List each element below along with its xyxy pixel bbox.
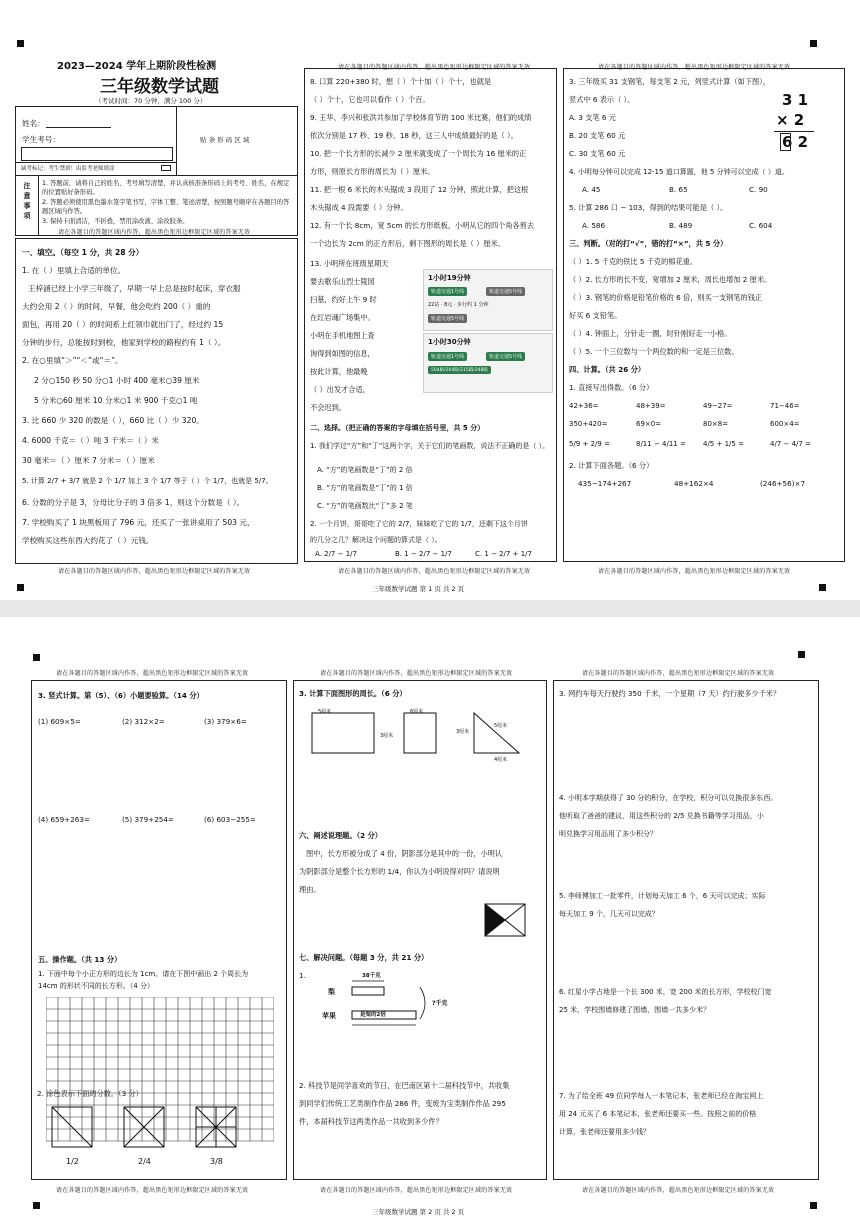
choice-q1-opt-a: A. “方”的笔画数是“丁”的 2 倍 — [317, 466, 413, 474]
fill-blank-section — [15, 238, 298, 564]
problem-2-line: 2. 科技节是同学喜欢的节日，在巴南区第十二届科技节中，共收集 — [299, 1081, 510, 1090]
name-field[interactable] — [46, 127, 111, 128]
q13-line: 不会迟到。 — [310, 403, 346, 412]
choice-q2-opt-c: C. 1 − 2/7 + 1/7 — [475, 550, 532, 558]
dim-label: 6厘米 — [410, 709, 424, 715]
route-badge: 轨道交通1号线 — [428, 352, 467, 361]
diagram-label: 梨 — [328, 988, 335, 996]
absent-checkbox[interactable] — [161, 165, 171, 171]
judge-2: （ ）2. 长方形的长不变，宽增加 2 厘米，周长也增加 2 厘米。 — [569, 275, 772, 284]
route-time-1: 1小时19分钟 — [428, 274, 471, 282]
judge-3-cont: 好买 6 支铅笔。 — [569, 311, 622, 320]
oral-frac: 4/7 − 4/7 = — [770, 440, 811, 448]
registration-mark — [17, 40, 24, 47]
question-column-2 — [304, 68, 557, 562]
oral-calc: 350+420= — [569, 420, 608, 428]
choice-q2-opt-b: B. 1 − 2/7 − 1/7 — [395, 550, 452, 558]
notice-bottom: 请在各题目的答题区域内作答，超出黑色矩形边框限定区域的答案无效 — [582, 1187, 775, 1194]
bus-badge: 504路/204路/215路/248路 — [428, 366, 491, 374]
q10-line: 方形，则原长方形的周长为（ ）厘米。 — [310, 167, 435, 176]
choice-q2: 2. 一个月饼，哥哥吃了它的 2/7，妹妹吃了它的 1/7，还剩下这个月饼 — [310, 520, 528, 528]
exam-page-2 — [0, 617, 860, 1217]
bar-diagram — [324, 973, 484, 1033]
page-footer: 三年级数学试题 第 1 页 共 2 页 — [372, 585, 465, 593]
q13-line: 按此计算，他最晚 — [310, 367, 368, 376]
choice-q2-opt-a: A. 2/7 − 1/7 — [315, 550, 357, 558]
note-2: 2. 答题必须使用黑色墨水签字笔书写，字体工整、笔迹清楚，按照题号顺序在各题目的答题区域内作答。 — [42, 199, 290, 215]
problem-4-line: 4. 小明本学期获得了 30 分的积分，在学校，积分可以兑换很多东西。 — [559, 794, 778, 802]
note-1: 1. 答题前，请将自己的姓名、考号填写清楚，并认真核准条形码上的考号、姓名，在规定的位置贴好条形码。 — [42, 180, 290, 196]
q7-line: 学校购买这些东西大约花了（ ）元钱。 — [22, 536, 154, 545]
q1-line: 面包，再用 20（ ）的时间系上红领巾就出门了，经过约 15 — [22, 320, 224, 329]
dim-label: 4厘米 — [494, 757, 508, 763]
map-route-card-2 — [423, 333, 553, 393]
q3-line: 竖式中 6 表示（ ）。 — [569, 95, 635, 104]
note-3: 3. 保持卡面清洁，不折叠，禁用涂改液、涂改胶条。 — [42, 218, 189, 225]
q4-row: 30 毫米＝（ ）厘米 7 分米＝（ ）厘米 — [22, 456, 155, 465]
problem-5-line: 5. 李师傅加工一批零件，计划每天加工 6 个，6 天可以完成；实际 — [559, 892, 766, 900]
choice-q1-opt-c: C. “方”的笔画数比“丁”多 2 笔 — [317, 502, 413, 510]
notice-top: 请在各题目的答题区域内作答，超出黑色矩形边框限定区域的答案无效 — [582, 670, 775, 677]
map-route-card-1 — [423, 269, 553, 331]
diagram-label: 是梨的2倍 — [360, 1012, 386, 1018]
page-footer: 三年级数学试题 第 2 页 共 2 页 — [372, 1208, 465, 1216]
q2-stem: 2. 在○里填“＞”“＜”或“＝”。 — [22, 356, 123, 365]
page-gap — [0, 600, 860, 617]
calc-item: (4) 659+263= — [38, 815, 90, 824]
shaded-rectangle — [484, 903, 526, 937]
calc-item: (3) 379×6= — [204, 717, 247, 726]
reason-line: 理由。 — [299, 885, 321, 894]
notice-bottom: 请在各题目的答题区域内作答，超出黑色矩形边框限定区域的答案无效 — [320, 1187, 513, 1194]
fraction-label: 2/4 — [138, 1157, 151, 1166]
calc-part-1: 1. 直接写出得数。（6 分） — [569, 383, 654, 392]
q8-line: （ ）个十，它也可以看作（ ）个百。 — [310, 95, 430, 104]
q13-line: 在红岩魂广场集中。 — [310, 313, 375, 322]
page2-column-3 — [553, 680, 819, 1180]
oral-calc: 80×8= — [703, 420, 729, 428]
q10-line: 10. 把一个长方形的长减少 2 厘米就变成了一个周长为 16 厘米的正 — [310, 149, 527, 158]
highlight-box — [780, 133, 791, 151]
fraction-squares[interactable] — [50, 1101, 290, 1161]
question-column-3 — [563, 68, 845, 562]
section-7-title: 七、解决问题。（每题 3 分，共 21 分） — [299, 953, 429, 962]
diagram-label: 38千克 — [362, 973, 381, 979]
oral-calc: 600×4= — [770, 420, 800, 428]
q13-line: 扫墓，约好上午 9 时 — [310, 295, 377, 304]
dim-label: 3厘米 — [456, 729, 470, 735]
calc-expr: 435−174+267 — [578, 479, 632, 488]
problem-1: 1. — [299, 971, 306, 980]
oral-calc: 71−46= — [770, 402, 800, 410]
q3-line: 3. 三年级买 31 支钢笔，每支笔 2 元，列竖式计算（如下图）， — [569, 77, 770, 86]
q2-row: 5 分米○60 厘米 10 分米○1 米 900 千克○1 吨 — [34, 396, 198, 405]
q13-line: 13. 小明所在班级星期天 — [310, 259, 389, 268]
section-2-title: 二、选择。（把正确的答案的字母填在括号里，共 5 分） — [310, 424, 485, 432]
registration-mark — [810, 1202, 817, 1209]
choice-q1-opt-b: B. “方”的笔画数是“丁”的 1 倍 — [317, 484, 413, 492]
notice-bottom: 请在各题目的答题区域内作答，超出黑色矩形边框限定区域的答案无效 — [598, 568, 791, 575]
oral-frac: 4/5 + 1/5 = — [703, 440, 744, 448]
calc-item: (2) 312×2= — [122, 717, 165, 726]
perimeter-title: 3. 计算下面图形的周长。（6 分） — [299, 689, 407, 698]
q4-line: 4. 小明每分钟可以完成 12-15 道口算题，他 5 分钟可以完成（ ）道。 — [569, 168, 789, 176]
q1-line: 大约会用 2（ ）的时间，早餐，他会吃约 200（ ）重的 — [22, 302, 211, 311]
exam-page-1 — [0, 0, 860, 600]
notes-divider — [38, 175, 39, 236]
notice-mid: 请在各题目的答题区域内作答，超出黑色矩形边框限定区域的答案无效 — [58, 229, 251, 236]
q13-line: （ ）出发才合适， — [310, 385, 370, 394]
route-info: 22站 · 8元 · 步行约 1 分钟 — [428, 302, 489, 308]
problem-2-line: 到同学们传统工艺类制作作品 286 件，变废为宝类制作作品 295 — [299, 1099, 506, 1108]
problem-4-line: 明兑换学习用品用了多少积分？ — [559, 830, 657, 838]
op1-line: 1. 下面中每个小正方形的边长为 1cm。请在下图中画出 2 个周长为 — [38, 970, 249, 978]
q3-opt-b: B. 20 支笔 60 元 — [569, 131, 626, 140]
q8-line: 8. 口算 220+380 时，想（ ）个十加（ ）个十，也就是 — [310, 77, 492, 86]
calc-part-2: 2. 计算下面各题。（6 分） — [569, 461, 654, 470]
q9-line: 9. 王华、李兴和张洪共参加了学校体育节的 100 米比赛，他们的成绩 — [310, 113, 532, 122]
judge-1: （ ）1. 5 千克的铁比 5 千克的棉花重。 — [569, 257, 698, 266]
q4-opt-b: B. 65 — [669, 185, 688, 194]
op1-line: 14cm 的形状不同的长方形。（4 分） — [38, 982, 154, 990]
notice-top: 请在各题目的答题区域内作答，超出黑色矩形边框限定区域的答案无效 — [56, 670, 249, 677]
q5-line: 5. 计算 286 口 − 103，得到的结果可能是（ ）。 — [569, 203, 728, 212]
problem-2-line: 件，本届科技节这两类作品一共收到多少件？ — [299, 1117, 443, 1126]
oral-calc: 69×0= — [636, 420, 662, 428]
vertical-calc-mid: × 2 — [776, 111, 805, 129]
q3-opt-a: A. 3 支笔 6 元 — [569, 113, 616, 122]
section-5-title: 五、操作题。（共 13 分） — [38, 955, 122, 964]
exam-info: （考试时间：70 分钟，满分 100 分） — [95, 97, 207, 105]
choice-q2-line: 的几分之几？解决这个问题的算式是（ ）。 — [310, 536, 442, 544]
notes-title: 注意事项 — [23, 182, 31, 220]
dim-label: 5厘米 — [494, 723, 508, 729]
fraction-label: 1/2 — [66, 1157, 79, 1166]
diagram-label: 苹果 — [322, 1012, 336, 1020]
registration-mark — [17, 584, 24, 591]
vertical-calc-result: 6 2 — [782, 133, 809, 151]
route-time-2: 1小时30分钟 — [428, 338, 471, 346]
registration-mark — [33, 654, 40, 661]
info-panel — [15, 106, 298, 236]
notice-bottom: 请在各题目的答题区域内作答，超出黑色矩形边框限定区域的答案无效 — [56, 1187, 249, 1194]
q1-line: 分钟的步行，总能按时到校，他家到学校的路程约有 1（ ）。 — [22, 338, 226, 347]
problem-6-line: 6. 红星小学占地是一个长 300 米，宽 200 米的长方形，学校校门宽 — [559, 988, 772, 996]
route-badge: 轨道交通5号线 — [428, 314, 467, 323]
oral-calc: 49−27= — [703, 402, 733, 410]
registration-mark — [819, 584, 826, 591]
notice-bottom: 请在各题目的答题区域内作答，超出黑色矩形边框限定区域的答案无效 — [58, 568, 251, 575]
oral-frac: 8/11 − 4/11 = — [636, 440, 686, 448]
q11-line: 木头锯成 4 段需要（ ）分钟。 — [310, 203, 408, 212]
problem-4-line: 他听取了爸爸的建议，用这些积分的 2/5 兑换书籍等学习用品，小 — [559, 812, 764, 820]
calc-item: (5) 379+254= — [122, 815, 174, 824]
judge-5: （ ）5. 一个三位数与一个两位数的和一定是三位数。 — [569, 347, 739, 356]
reason-line: 图中，长方形被分成了 4 份，阴影部分是其中的一份，小明认 — [306, 849, 503, 858]
absent-label: 缺考标记：考生禁填！由监考老师填涂 — [21, 166, 115, 172]
oral-frac: 5/9 + 2/9 = — [569, 440, 610, 448]
q12-line: 一个边长为 2cm 的正方形后，剩下图形的周长是（ ）厘米。 — [310, 239, 505, 248]
q5-opt-a: A. 586 — [582, 221, 606, 230]
registration-mark — [33, 1202, 40, 1209]
q5-opt-c: C. 604 — [749, 221, 773, 230]
fraction-label: 3/8 — [210, 1157, 223, 1166]
q4-stem: 4. 6000 千克＝（ ）吨 3 千米＝（ ）米 — [22, 436, 160, 445]
q1-stem: 1. 在（ ）里填上合适的单位。 — [22, 266, 126, 275]
q2-row: 2 分○150 秒 50 分○1 小时 400 毫米○39 厘米 — [34, 376, 200, 385]
q5-stem: 5. 计算 2/7 + 3/7 就是 2 个 1/7 加上 3 个 1/7 等于（ ）个 1/7，也就是 5/7。 — [22, 477, 273, 485]
problem-3: 3. 网约车每天行驶约 350 千米，一个星期（7 天）约行驶多少千米？ — [559, 689, 781, 698]
q13-line: 小明在手机地图上查 — [310, 331, 375, 340]
q3-stem: 3. 比 660 少 320 的数是（ ），660 比（ ）少 320。 — [22, 416, 204, 425]
problem-7-line: 7. 为了给全班 49 位同学每人一本笔记本，张老师已经在淘宝网上 — [559, 1092, 764, 1100]
calc-item: (1) 609×5= — [38, 717, 81, 726]
q4-opt-a: A. 45 — [582, 185, 601, 194]
oral-calc: 42+36= — [569, 402, 599, 410]
dim-label: 3厘米 — [380, 733, 394, 739]
notice-top: 请在各题目的答题区域内作答，超出黑色矩形边框限定区域的答案无效 — [320, 670, 513, 677]
notice-top: 请在各题目的答题区域内作答，超出黑色矩形边框限定区域的答案无效 — [338, 64, 531, 71]
q1-line: 王梓涵已经上小学三年级了，早期一早上总是按时起床，穿衣服 — [28, 284, 241, 293]
diagram-label: ?千克 — [432, 1000, 448, 1007]
vertical-calc-top: 3 1 — [782, 91, 809, 109]
page2-column-2 — [293, 680, 547, 1180]
route-badge: 轨道交通5号线 — [486, 287, 525, 296]
notice-bottom: 请在各题目的答题区域内作答，超出黑色矩形边框限定区域的答案无效 — [338, 568, 531, 575]
judge-3: （ ）3. 钢笔的价格是铅笔价格的 6 倍，则买一支钢笔的钱正 — [569, 293, 763, 302]
problem-5-line: 每天加工 9 个，几天可以完成？ — [559, 910, 659, 918]
section-3-title: 三、判断。（对的打“√”，错的打“×”，共 5 分） — [569, 239, 728, 248]
problem-7-line: 计算，张老师还要用多少钱？ — [559, 1128, 650, 1136]
notice-top: 请在各题目的答题区域内作答，超出黑色矩形边框限定区域的答案无效 — [598, 64, 791, 71]
id-label: 学生考号： — [22, 135, 60, 144]
calc-expr: (246+56)×7 — [760, 479, 806, 488]
shade-title: 2. 涂色表示下面的分数。（3 分） — [37, 1089, 143, 1098]
q11-line: 11. 把一根 6 米长的木头锯成 3 段用了 12 分钟，照此计算，把这根 — [310, 185, 529, 194]
name-label: 姓名： — [22, 119, 45, 128]
route-badge: 轨道交通5号线 — [486, 352, 525, 361]
reason-line: 为阴影部分是整个长方形的 1/4，你认为小明说得对吗？请说明 — [299, 867, 500, 876]
choice-q1: 1. 我们学过“方”和“丁”这两个字，关于它们的笔画数，说法不正确的是（ ）。 — [310, 442, 550, 450]
judge-4: （ ）4. 钟面上，分针走一圈，时针刚好走一小格。 — [569, 329, 732, 338]
calc-item: (6) 603−255= — [204, 815, 256, 824]
registration-mark — [810, 40, 817, 47]
route-badge: 轨道交通1号线 — [428, 287, 467, 296]
calc-expr: 48+162×4 — [674, 479, 714, 488]
id-field[interactable] — [21, 147, 173, 161]
q7-stem: 7. 学校购买了 1 块黑板用了 796 元，还买了一张讲桌用了 503 元， — [22, 518, 255, 527]
exam-year: 2023—2024 学年上期阶段性检测 — [57, 61, 217, 72]
barcode-label: 贴 条 形 码 区 域 — [200, 136, 250, 144]
registration-mark — [798, 651, 805, 658]
q5-opt-b: B. 489 — [669, 221, 693, 230]
q3-opt-c: C. 30 支笔 60 元 — [569, 149, 626, 158]
problem-7-line: 用 24 元买了 6 本笔记本，张老师还要买一些。按照之前的价格 — [559, 1110, 757, 1118]
q4-opt-c: C. 90 — [749, 185, 768, 194]
section-6-title: 六、阐述说理题。（2 分） — [299, 831, 382, 840]
q12-line: 12. 有一个长 8cm，宽 5cm 的长方形纸板，小明从它的四个角各剪去 — [310, 221, 535, 230]
q6-stem: 6. 分数的分子是 3，分母比分子的 3 倍多 1，则这个分数是（ ）。 — [22, 498, 245, 507]
exam-title: 三年级数学试题 — [100, 77, 219, 97]
q13-line: 询得到如图的信息， — [310, 349, 375, 358]
q13-line: 要去歌乐山烈士陵园 — [310, 277, 375, 286]
vertical-calc-line — [774, 131, 814, 132]
vertical-calc-title: 3. 竖式计算。第（5）、（6）小题要验算。（14 分） — [38, 691, 204, 700]
section-4-title: 四、计算。（共 26 分） — [569, 365, 646, 374]
q9-line: 依次分别是 17 秒、19 秒、18 秒，这三人中成绩最好的是（ ）。 — [310, 131, 518, 140]
problem-6-line: 25 米，学校围墙修建了围墙，围墙一共多少米？ — [559, 1006, 711, 1014]
section-1-title: 一、填空。（每空 1 分，共 28 分） — [22, 248, 144, 257]
dim-label: 5厘米 — [318, 709, 332, 715]
oral-calc: 48+39= — [636, 402, 666, 410]
